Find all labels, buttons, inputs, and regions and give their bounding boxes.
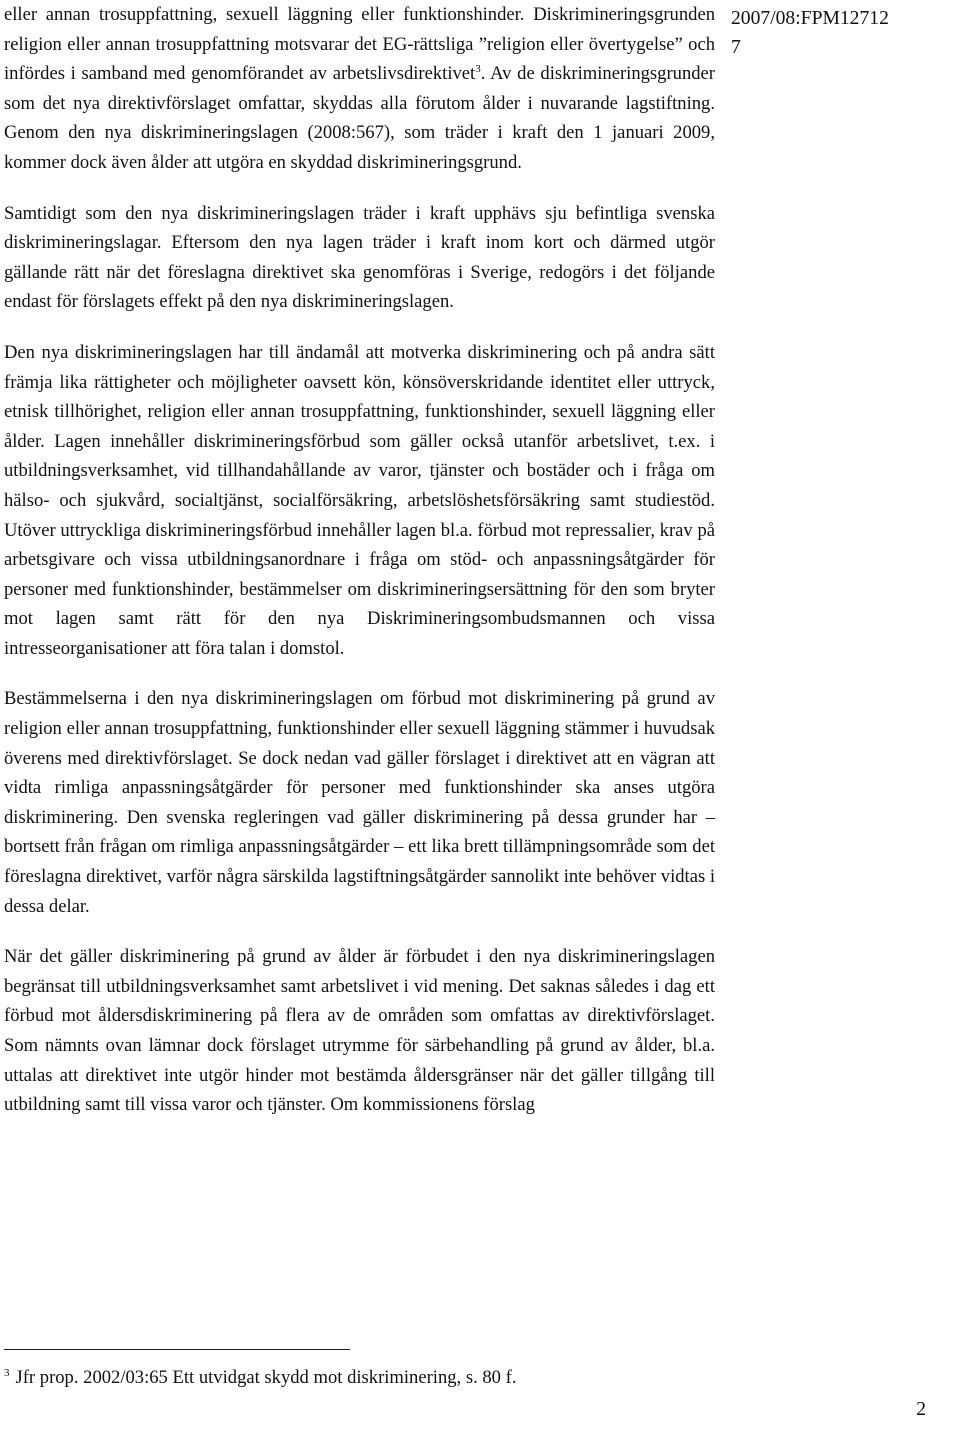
body-text: [4, 0, 715, 1141]
footnote-text: Jfr prop. 2002/03:65 Ett utvidgat skydd mot diskriminering, s. 80 f.: [15, 1367, 517, 1388]
footnote-separator: [4, 1349, 350, 1350]
footnote: [4, 1366, 516, 1390]
paragraph-2: Samtidigt som den nya diskrimineringslagen träder i kraft upphävs sju befintliga svenska diskrimineringslagar. Eftersom den nya lagen träder i kraft inom kort och därmed utgör gällande rätt när det föreslagna direktivet ska genomföras i Sverige, redogörs i det följande endast för förslagets effekt på den nya diskrimineringslagen.: [4, 202, 715, 313]
document-reference: 2007/08:FPM12712 7: [731, 8, 889, 58]
page-number: 2: [916, 1399, 926, 1420]
paragraph-3: Den nya diskrimineringslagen har till ändamål att motverka diskriminering och på andra sätt främja lika rättigheter och möjligheter oavsett kön, könsöverskridande identitet eller uttryck, etnisk tillhörighet, religion eller annan trosuppfattning, funktionshinder, sexuell läggning eller ålder. Lagen innehåller diskrimineringsförbud som gäller också utanför arbetslivet, t.ex. i utbildningsverksamhet, vid tillhandahållande av varor, tjänster och bostäder och i fråga om hälso- och sjukvård, socialtjänst, socialförsäkring, arbetslöshetsförsäkring samt studiestöd. Utöver uttryckliga diskrimineringsförbud innehåller lagen bl.a. förbud mot repressalier, krav på arbetsgivare och vissa utbildningsanordnare i fråga om stöd- och anpassningsåtgärder för personer med funktionshinder, bestämmelser om diskrimineringsersättning för den som bryter mot lagen samt rätt för den nya Diskrimineringsombudsmannen och vissa intresseorganisationer att föra talan i domstol.: [4, 341, 715, 659]
paragraph-5: När det gäller diskriminering på grund av ålder är förbudet i den nya diskrimineringslagen begränsat till utbildningsverksamhet samt arbetslivet i vid mening. Det saknas således i dag ett förbud mot åldersdiskriminering på flera av de områden som omfattas av direktivförslaget. Som nämnts ovan lämnar dock förslaget utrymme för särbehandling på grund av ålder, bl.a. uttalas att direktivet inte utgör hinder mot bestämda åldersgränser när det gäller tillgång till utbildning samt till vissa varor och tjänster. Om kommissionens förslag: [4, 946, 715, 1116]
paragraph-1-text-after-footnote: . Av de diskrimineringsgrunder som det nya direktivförslaget omfattar, skyddas alla förutom ålder i nuvarande lagstiftning. Genom den nya diskrimineringslagen (2008:567), som träder i kraft den 1 januari 2009, kommer dock även ålder att utgöra en skyddad diskrimineringsgrund.: [4, 63, 715, 173]
paragraph-1-text-before-footnote: eller annan trosuppfattning, sexuell läggning eller funktionshinder. Diskrimineringsgrunden religion eller annan trosuppfattning motsvarar det EG-rättsliga ”religion eller övertygelse” och infördes i samband med genomförandet av arbetslivsdirektivet: [4, 4, 715, 85]
footnote-mark: 3: [4, 1366, 10, 1379]
paragraph-4: Bestämmelserna i den nya diskrimineringslagen om förbud mot diskriminering på grund av religion eller annan trosuppfattning, funktionshinder eller sexuell läggning stämmer i huvudsak överens med direktivförslaget. Se dock nedan vad gäller förslaget i direktivet att en vägran att vidta rimliga anpassningsåtgärder för personer med funktionshinder ska anses utgöra diskriminering. Den svenska regleringen vad gäller diskriminering på dessa grunder har – bortsett från frågan om rimliga anpassningsåtgärder – ett lika brett tillämpningsområde som det föreslagna direktivet, varför några särskilda lagstiftningsåtgärder sannolikt inte behöver vidtas i dessa delar.: [4, 688, 715, 917]
footnote-reference-mark: 3: [475, 63, 481, 75]
paragraph-1: [4, 0, 715, 178]
